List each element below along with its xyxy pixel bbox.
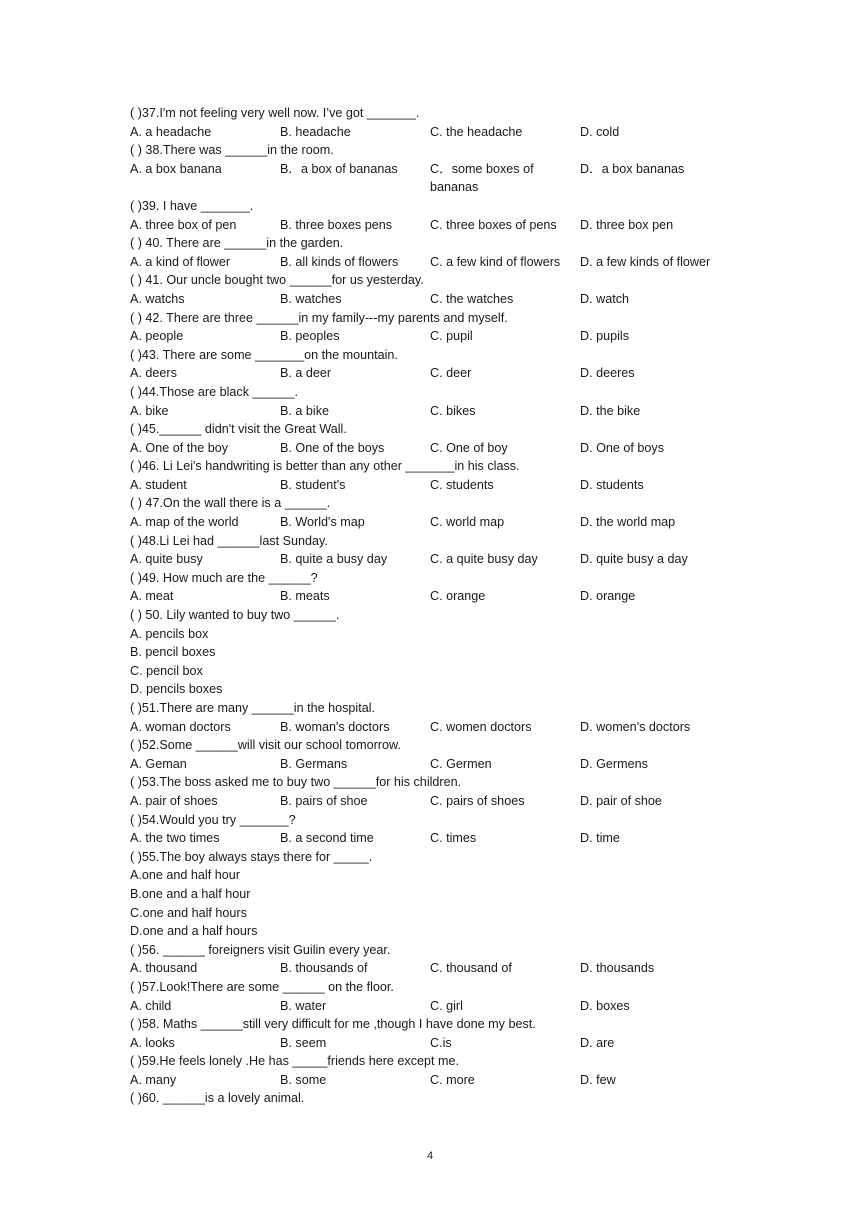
answer-option: D.one and a half hours: [130, 924, 258, 939]
answer-option: A. child: [130, 998, 172, 1013]
answer-option: C. world map: [430, 515, 505, 530]
question-stem: ( )49. How much are the ______?: [130, 570, 318, 585]
answer-option: D. women's doctors: [580, 719, 691, 734]
question-stem: ( )45.______ didn't visit the Great Wall.: [130, 422, 347, 437]
answer-option: D. time: [580, 831, 620, 846]
answer-option: D. thousands: [580, 961, 655, 976]
answer-option: B. all kinds of flowers: [280, 254, 399, 269]
answer-option: D. students: [580, 477, 644, 492]
answer-option: A. quite busy: [130, 552, 203, 567]
answer-option: A. meat: [130, 589, 174, 604]
question-stem: ( )54.Would you try _______?: [130, 812, 296, 827]
answer-option: B. seem: [280, 1035, 327, 1050]
answer-option: A. map of the world: [130, 515, 239, 530]
answer-option: B. headache: [280, 124, 351, 139]
options-row: [130, 439, 740, 458]
answer-option: C. three boxes of pens: [430, 217, 557, 232]
answer-option: D. quite busy a day: [580, 552, 688, 567]
options-row: [130, 1071, 740, 1090]
answer-option: D. cold: [580, 124, 620, 139]
answer-option: D. three box pen: [580, 217, 674, 232]
options-row: [130, 718, 740, 737]
answer-option: D. deeres: [580, 366, 635, 381]
answer-option: A. pair of shoes: [130, 793, 218, 808]
question-stem: ( )56. ______ foreigners visit Guilin every year.: [130, 942, 391, 957]
answer-option: C. girl: [430, 998, 463, 1013]
question-stem: ( )44.Those are black ______.: [130, 384, 299, 399]
answer-option: B. student's: [280, 477, 346, 492]
answer-option: A. deers: [130, 366, 177, 381]
answer-option: C. the headache: [430, 124, 523, 139]
answer-option: D. pair of shoe: [580, 793, 662, 808]
question-stem: ( ) 38.There was ______in the room.: [130, 143, 334, 158]
answer-option: A.one and half hour: [130, 868, 240, 883]
options-row: [130, 123, 740, 142]
answer-option: B. meats: [280, 589, 330, 604]
answer-option: D. the bike: [580, 403, 641, 418]
answer-option: A. a kind of flower: [130, 254, 231, 269]
answer-option: B. quite a busy day: [280, 552, 388, 567]
answer-option: B. One of the boys: [280, 440, 385, 455]
answer-option: C．some boxes of bananas: [430, 161, 534, 195]
answer-option: A. looks: [130, 1035, 175, 1050]
answer-option: D. orange: [580, 589, 636, 604]
answer-option: B. a deer: [280, 366, 332, 381]
answer-option: C. pairs of shoes: [430, 793, 525, 808]
options-row: [130, 290, 740, 309]
answer-option: D. boxes: [580, 998, 630, 1013]
page-number: 4: [426, 1150, 434, 1162]
answer-option: C. bikes: [430, 403, 476, 418]
answer-option: D. One of boys: [580, 440, 664, 455]
question-stem: ( ) 47.On the wall there is a ______.: [130, 496, 331, 511]
answer-option: D. pupils: [580, 329, 629, 344]
answer-option: A. a headache: [130, 124, 212, 139]
answer-option: B. pencil boxes: [130, 645, 216, 660]
answer-option: B. pairs of shoe: [280, 793, 368, 808]
question-stem: ( )37.I'm not feeling very well now. I’ve got _______.: [130, 106, 420, 120]
options-row: [130, 792, 740, 811]
answer-option: A. bike: [130, 403, 169, 418]
answer-option: C. more: [430, 1072, 475, 1087]
answer-option: B.one and a half hour: [130, 886, 251, 901]
question-stem: ( )52.Some ______will visit our school tomorrow.: [130, 738, 401, 753]
question-stem: ( ) 50. Lily wanted to buy two ______.: [130, 608, 340, 623]
answer-option: D．a box bananas: [580, 161, 685, 176]
answer-option: B. some: [280, 1072, 327, 1087]
question-stem: ( )51.There are many ______in the hospital.: [130, 701, 376, 715]
answer-option: D. pencils boxes: [130, 682, 223, 697]
answer-option: C. One of boy: [430, 440, 508, 455]
answer-option: D. a few kinds of flower: [580, 254, 711, 269]
answer-option: C. Germen: [430, 756, 492, 771]
options-row: [130, 364, 740, 383]
question-stem: ( )39. I have _______.: [130, 198, 254, 213]
question-stem: ( ) 41. Our uncle bought two ______for us yesterday.: [130, 273, 424, 288]
answer-option: C.one and half hours: [130, 905, 247, 920]
question-stem: ( )60. ______is a lovely animal.: [130, 1091, 305, 1106]
answer-option: A. Geman: [130, 756, 187, 771]
question-stem: ( )46. Li Lei's handwriting is better than any other _______in his class.: [130, 459, 520, 474]
answer-option: C. a few kind of flowers: [430, 254, 561, 269]
options-row: [130, 829, 740, 848]
question-stem: ( )48.Li Lei had ______last Sunday.: [130, 533, 328, 548]
options-row: [130, 160, 740, 197]
answer-option: A. three box of pen: [130, 217, 237, 232]
question-stem: ( ) 40. There are ______in the garden.: [130, 236, 344, 251]
answer-option: D. are: [580, 1035, 615, 1050]
question-stem: ( )58. Maths ______still very difficult for me ,though I have done my best.: [130, 1017, 536, 1032]
question-stem: ( ) 42. There are three ______in my family---my parents and myself.: [130, 310, 508, 325]
options-row: [130, 402, 740, 421]
options-row: [130, 216, 740, 235]
options-row: [130, 587, 740, 606]
options-row: [130, 513, 740, 532]
options-row: [130, 327, 740, 346]
answer-option: C. the watches: [430, 291, 514, 306]
question-stem: ( )53.The boss asked me to buy two ______for his children.: [130, 775, 462, 790]
answer-option: B. a second time: [280, 831, 374, 846]
answer-option: C. students: [430, 477, 494, 492]
question-stem: ( )43. There are some _______on the mountain.: [130, 347, 398, 362]
answer-option: D. watch: [580, 291, 629, 306]
answer-option: C. women doctors: [430, 719, 532, 734]
options-row: [130, 1034, 740, 1053]
question-stem: ( )55.The boy always stays there for _____.: [130, 849, 373, 864]
answer-option: A. people: [130, 329, 184, 344]
answer-option: A. woman doctors: [130, 719, 231, 734]
answer-option: A. a box banana: [130, 161, 222, 176]
answer-option: B. a bike: [280, 403, 330, 418]
answer-option: C.is: [430, 1035, 452, 1050]
answer-option: C. pupil: [430, 329, 473, 344]
answer-option: C. thousand of: [430, 961, 512, 976]
answer-option: A. One of the boy: [130, 440, 229, 455]
answer-option: A. pencils box: [130, 626, 209, 641]
answer-option: A. many: [130, 1072, 177, 1087]
question-list: [130, 104, 740, 1108]
answer-option: B. woman's doctors: [280, 719, 390, 734]
answer-option: B. thousands of: [280, 961, 368, 976]
answer-option: D. few: [580, 1072, 616, 1087]
answer-option: C. a quite busy day: [430, 552, 538, 567]
answer-option: B. World's map: [280, 515, 365, 530]
answer-option: A. the two times: [130, 831, 220, 846]
answer-option: D. the world map: [580, 515, 676, 530]
answer-option: C. pencil box: [130, 663, 203, 678]
answer-option: B．a box of bananas: [280, 161, 398, 176]
options-row: [130, 550, 740, 569]
answer-option: B. peoples: [280, 329, 340, 344]
options-row: [130, 476, 740, 495]
answer-option: B. three boxes pens: [280, 217, 393, 232]
answer-option: A. watchs: [130, 291, 185, 306]
answer-option: C. times: [430, 831, 477, 846]
answer-option: C. orange: [430, 589, 486, 604]
answer-option: B. watches: [280, 291, 342, 306]
answer-option: D. Germens: [580, 756, 648, 771]
question-stem: ( )59.He feels lonely .He has _____friends here except me.: [130, 1054, 460, 1069]
answer-option: A. thousand: [130, 961, 198, 976]
question-stem: ( )57.Look!There are some ______ on the floor.: [130, 979, 394, 994]
answer-option: C. deer: [430, 366, 472, 381]
options-row: [130, 997, 740, 1016]
answer-option: A. student: [130, 477, 187, 492]
answer-option: B. Germans: [280, 756, 348, 771]
options-row: [130, 755, 740, 774]
answer-option: B. water: [280, 998, 327, 1013]
options-row: [130, 253, 740, 272]
options-row: [130, 959, 740, 978]
